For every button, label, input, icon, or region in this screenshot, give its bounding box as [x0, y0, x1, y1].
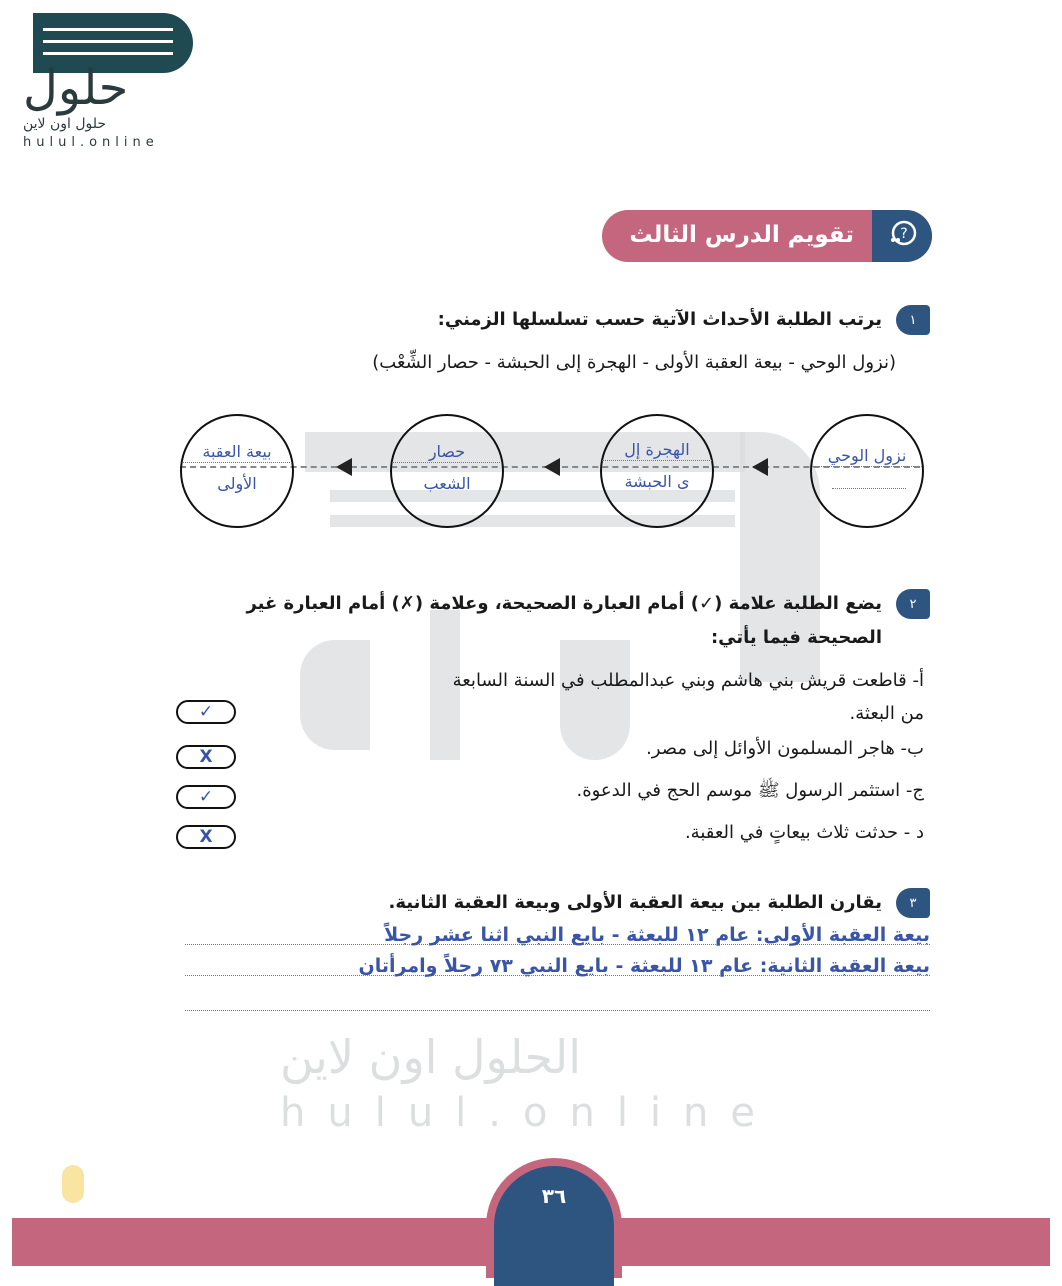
question-badge-3: ٣	[896, 888, 930, 918]
q2-prompt-line1: يضع الطلبة علامة (✓) أمام العبارة الصحيحة، وعلامة (✗) أمام العبارة غير	[246, 593, 882, 614]
answer-box-a[interactable]: ✓	[176, 700, 236, 724]
question-badge-1: ١	[896, 305, 930, 335]
answer-box-d[interactable]: X	[176, 825, 236, 849]
q1-prompt: يرتب الطلبة الأحداث الآتية حسب تسلسلها الزمني:	[437, 309, 882, 330]
q1-events: (نزول الوحي - بيعة العقبة الأولى - الهجرة إلى الحبشة - حصار الشِّعْب)	[372, 352, 896, 373]
page-number: ٣٦	[494, 1166, 614, 1286]
question-chat-icon	[872, 210, 932, 262]
watermark-latin: hulul.online	[280, 1090, 778, 1136]
watermark-arabic: الحلول اون لاين	[280, 1030, 581, 1084]
footer-ornament-icon	[62, 1165, 84, 1203]
arrow-left-icon	[544, 458, 560, 476]
arrow-left-icon	[752, 458, 768, 476]
q2-item-d: د - حدثت ثلاث بيعاتٍ في العقبة.	[684, 822, 924, 843]
q3-prompt: يقارن الطلبة بين بيعة العقبة الأولى وبيعة العقبة الثانية.	[388, 892, 882, 913]
logo-arabic: حلول اون لاين	[23, 116, 107, 132]
q3-answer-2: بيعة العقبة الثانية: عام ١٣ للبعثة - بايع النبي ٧٣ رجلاً وامرأتان	[358, 955, 930, 977]
timeline-node: بيعة العقبة الأولى	[180, 414, 294, 528]
arrow-left-icon	[336, 458, 352, 476]
svg-text:?: ?	[900, 226, 908, 242]
q2-item-c: ج- استثمر الرسول ﷺ موسم الحج في الدعوة.	[576, 780, 924, 801]
q2-item-a: أ- قاطعت قريش بني هاشم وبني عبدالمطلب في السنة السابعة	[452, 670, 924, 691]
timeline-node: الهجرة إل ى الحبشة	[600, 414, 714, 528]
q2-prompt-line2: الصحيحة فيما يأتي:	[710, 627, 882, 648]
question-badge-2: ٢	[896, 589, 930, 619]
answer-box-c[interactable]: ✓	[176, 785, 236, 809]
timeline-node: نزول الوحي	[810, 414, 924, 528]
answer-line	[185, 1010, 930, 1011]
logo-mark: حلول	[23, 60, 129, 116]
logo-latin: hulul.online	[23, 135, 159, 150]
q2-item-b: ب- هاجر المسلمون الأوائل إلى مصر.	[646, 738, 924, 759]
section-banner	[602, 210, 932, 262]
q2-item-a-cont: من البعثة.	[849, 703, 924, 724]
answer-box-b[interactable]: X	[176, 745, 236, 769]
logo	[18, 8, 208, 153]
timeline-node: حصار الشعب	[390, 414, 504, 528]
q3-answer-1: بيعة العقبة الأولى: عام ١٢ للبعثة - بايع النبي اثنا عشر رجلاً	[384, 924, 930, 946]
section-title: تقويم الدرس الثالث	[629, 222, 854, 248]
